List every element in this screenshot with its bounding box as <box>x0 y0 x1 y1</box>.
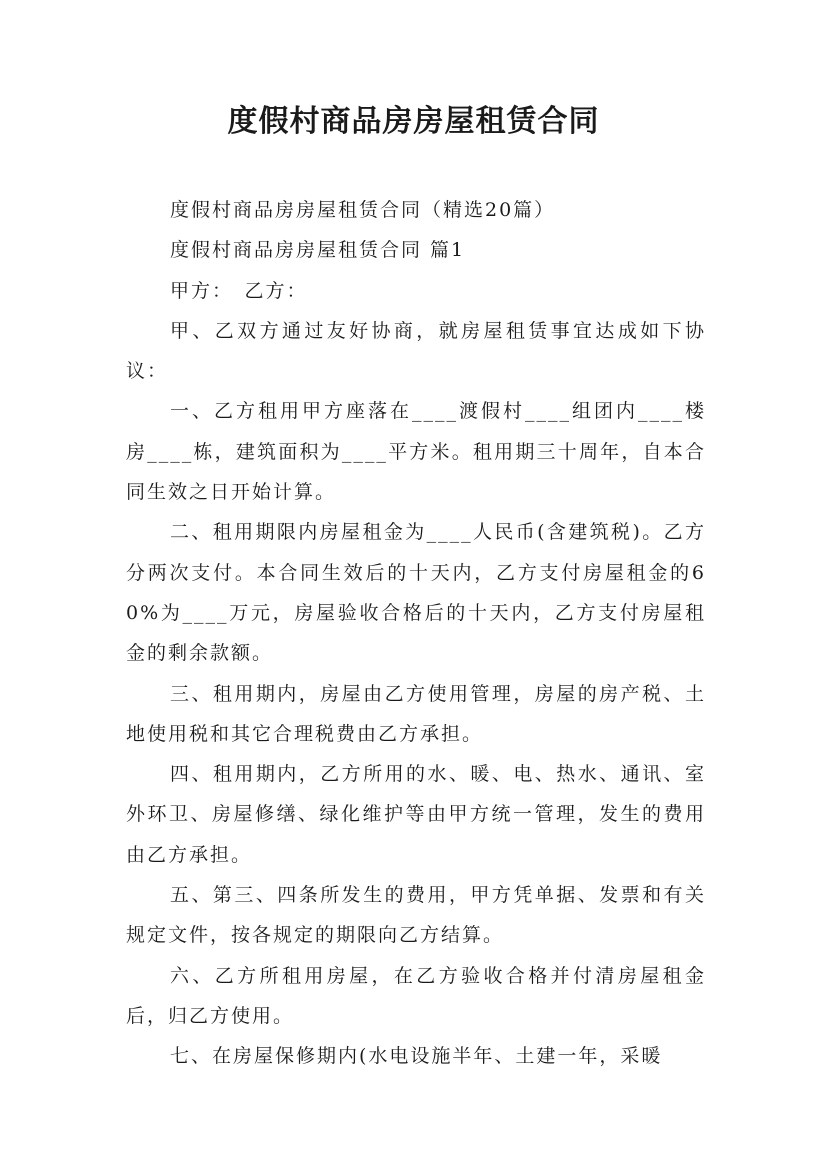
paragraph-clause-5: 五、第三、四条所发生的费用，甲方凭单据、发票和有关规定文件，按各规定的期限向乙方结算。 <box>126 884 706 947</box>
paragraph-subtitle: 度假村商品房房屋租赁合同（精选20篇） <box>170 199 556 221</box>
paragraph-clause-2: 二、租用期限内房屋租金为____人民币(含建筑税)。乙方分两次支付。本合同生效后的十天内，乙方支付房屋租金的60%为____万元，房屋验收合格后的十天内，乙方支付房屋租金的剩余款额。 <box>126 521 706 665</box>
paragraph-section-heading: 度假村商品房房屋租赁合同 篇1 <box>170 239 466 262</box>
document-title: 度假村商品房房屋租赁合同 <box>227 104 600 139</box>
paragraph-preamble: 甲、乙双方通过友好协商，就房屋租赁事宜达成如下协议： <box>126 319 706 383</box>
paragraph-clause-3: 三、租用期内，房屋由乙方使用管理，房屋的房产税、土地使用税和其它合理税费由乙方承担。 <box>126 682 706 745</box>
paragraph-clause-1: 一、乙方租用甲方座落在____渡假村____组团内____楼房____栋，建筑面积为____平方米。租用期三十周年，自本合同生效之日开始计算。 <box>126 400 706 504</box>
paragraph-clause-6: 六、乙方所租用房屋，在乙方验收合格并付清房屋租金后，归乙方使用。 <box>126 964 706 1027</box>
paragraph-parties: 甲方： 乙方： <box>170 279 308 302</box>
paragraph-clause-4: 四、租用期内，乙方所用的水、暖、电、热水、通讯、室外环卫、房屋修缮、绿化维护等由甲方统一管理，发生的费用由乙方承担。 <box>126 763 706 866</box>
document-body <box>126 190 706 1077</box>
paragraph-clause-7: 七、在房屋保修期内(水电设施半年、土建一年，采暖 <box>170 1045 663 1068</box>
